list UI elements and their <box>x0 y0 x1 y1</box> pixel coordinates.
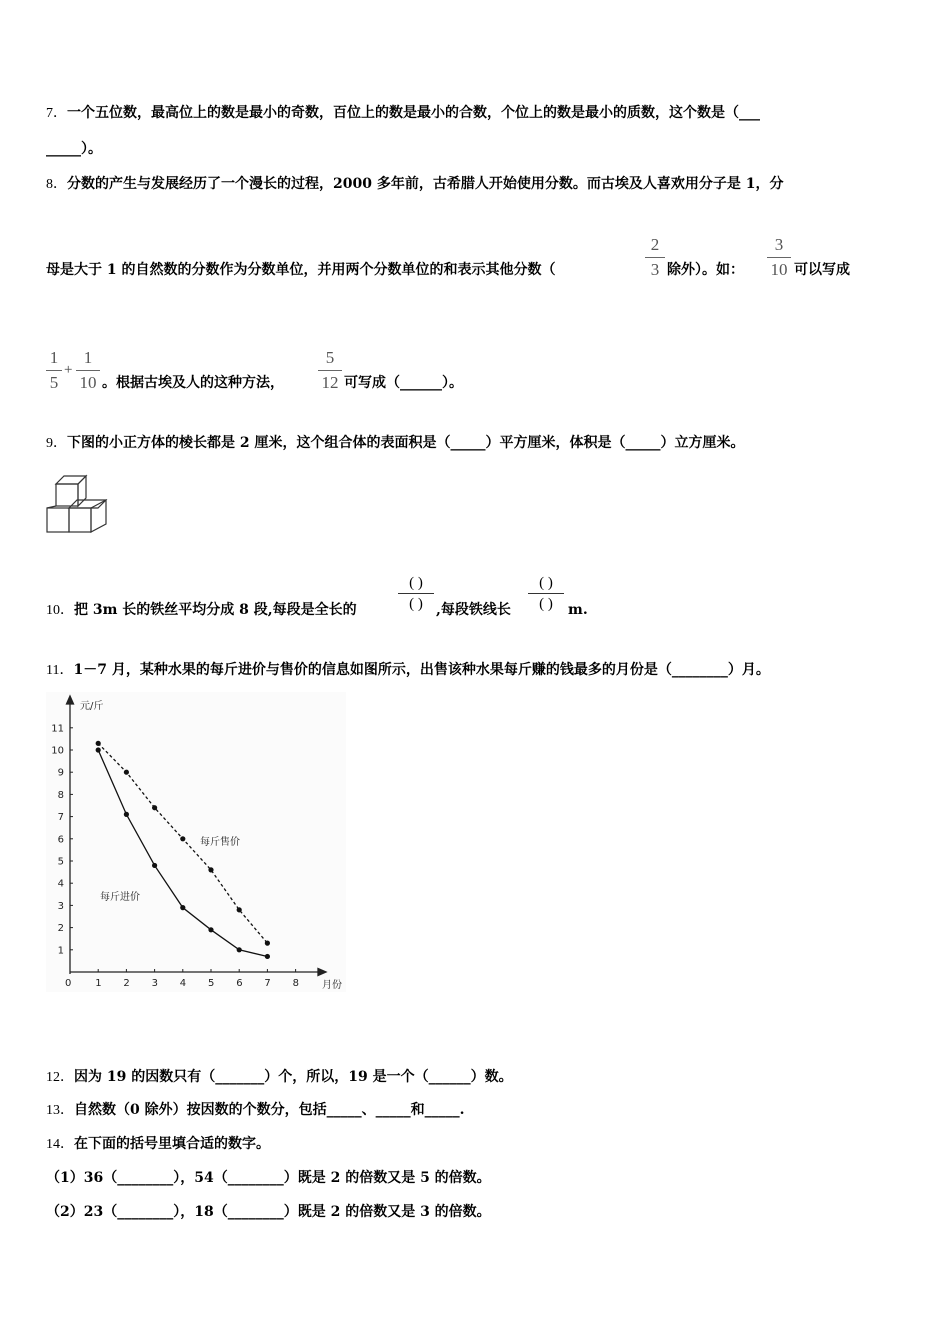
question-8-line-2b: 除外）。如： <box>667 262 744 278</box>
question-14-item-2: （2）23（________），18（________）既是 2 的倍数又是 3 的倍数。 <box>46 1204 491 1220</box>
cube-figure <box>46 472 110 536</box>
x-axis-label: 月份 <box>322 980 342 991</box>
question-10-text-b: ,每段铁线长 <box>436 602 511 618</box>
question-10-number: 10． <box>46 603 74 618</box>
x-tick-label: 1 <box>95 978 102 989</box>
y-tick-label: 4 <box>57 878 64 890</box>
question-7-line-1 <box>46 104 760 123</box>
y-tick-label: 7 <box>57 812 64 824</box>
blank-numerator: ( ) <box>539 575 553 591</box>
question-12-line <box>46 1068 513 1087</box>
question-8-number: 8． <box>46 177 67 192</box>
y-tick-label: 10 <box>51 745 64 757</box>
cost-price-point <box>96 747 101 752</box>
question-11-text: 1－7 月，某种水果的每斤进价与售价的信息如图所示，出售该种水果每斤赚的钱最多的月份是（________）月。 <box>73 662 770 678</box>
question-11-number: 11． <box>46 663 74 678</box>
question-14-number: 14． <box>46 1137 74 1152</box>
origin-label: 0 <box>65 978 72 989</box>
question-13-line <box>46 1101 465 1120</box>
x-tick-label: 5 <box>208 978 215 989</box>
question-8-text: 分数的产生与发展经历了一个漫长的过程，2000 多年前，古希腊人开始使用分数。而古埃及人喜欢用分子是 1，分 <box>67 176 784 192</box>
cost-price-point <box>208 927 213 932</box>
question-13-text: 自然数（0 除外）按因数的个数分，包括_____、_____和_____. <box>74 1102 465 1118</box>
fraction-one-fifth: 1 5 <box>46 348 62 393</box>
question-8-line-3b: 可写成（______）。 <box>344 375 463 391</box>
question-8-line-2a: 母是大于 1 的自然数的分数作为分数单位，并用两个分数单位的和表示其他分数（ <box>46 262 556 278</box>
cost-price-point <box>265 954 270 959</box>
question-9-line <box>46 434 745 453</box>
sell-price-point <box>237 907 242 912</box>
question-14-item-1: （1）36（________），54（________）既是 2 的倍数又是 5 的倍数。 <box>46 1170 491 1186</box>
y-tick-label: 1 <box>57 945 64 957</box>
y-tick-label: 9 <box>57 767 64 779</box>
question-14-text: 在下面的括号里填合适的数字。 <box>74 1136 270 1152</box>
sell-price-point <box>96 741 101 746</box>
series-label-cost: 每斤进价 <box>100 892 140 903</box>
question-7-text: 一个五位数，最高位上的数是最小的奇数，百位上的数是最小的合数，个位上的数是最小的质数，这个数是（___ <box>67 105 760 121</box>
x-tick-label: 6 <box>236 978 243 989</box>
blank-numerator: ( ) <box>409 575 423 591</box>
question-9-number: 9． <box>46 436 67 451</box>
sell-price-point <box>124 770 129 775</box>
x-tick-label: 8 <box>292 978 299 989</box>
x-tick-label: 2 <box>123 978 130 989</box>
blank-fraction-of-whole[interactable] <box>398 575 434 612</box>
question-10-text-c: m. <box>568 602 588 618</box>
question-10-text-a <box>46 601 357 620</box>
blank-denominator: ( ) <box>409 596 423 612</box>
cost-price-point <box>124 812 129 817</box>
fraction-one-tenth: 1 10 <box>76 348 100 393</box>
sell-price-point <box>265 941 270 946</box>
blank-fraction-length[interactable] <box>528 575 564 612</box>
sell-price-point <box>180 836 185 841</box>
x-tick-label: 3 <box>151 978 158 989</box>
question-11-line <box>46 661 770 680</box>
x-tick-label: 7 <box>264 978 271 989</box>
sell-price-point <box>152 805 157 810</box>
question-12-text: 因为 19 的因数只有（_______）个，所以，19 是一个（______）数。 <box>74 1069 513 1085</box>
fraction-five-twelfths: 5 12 <box>318 348 342 393</box>
cost-price-point <box>180 905 185 910</box>
y-axis-label: 元/斤 <box>80 701 104 712</box>
sell-price-point <box>208 867 213 872</box>
question-8-line-2c: 可以写成 <box>794 262 850 278</box>
question-14-line <box>46 1135 270 1154</box>
y-tick-label: 8 <box>57 789 64 801</box>
price-line-chart <box>46 692 346 992</box>
question-12-number: 12． <box>46 1070 74 1085</box>
question-7-line-2: _____）。 <box>46 141 102 157</box>
x-tick-label: 4 <box>179 978 187 989</box>
plus-sign: + <box>64 362 73 378</box>
fraction-three-tenths: 3 10 <box>767 235 791 280</box>
y-tick-label: 2 <box>57 923 64 935</box>
series-label-sell: 每斤售价 <box>200 837 240 848</box>
y-tick-label: 5 <box>57 856 64 868</box>
y-tick-label: 11 <box>51 723 64 735</box>
question-10-text: 把 3m 长的铁丝平均分成 8 段,每段是全长的 <box>74 602 357 618</box>
question-8-line-1 <box>46 175 783 194</box>
question-9-text: 下图的小正方体的棱长都是 2 厘米，这个组合体的表面积是（_____）平方厘米，体积是（_____）立方厘米。 <box>67 435 745 451</box>
cost-price-point <box>152 863 157 868</box>
blank-denominator: ( ) <box>539 596 553 612</box>
question-8-line-3a: 。根据古埃及人的这种方法， <box>102 375 284 391</box>
y-tick-label: 3 <box>57 900 64 912</box>
fraction-two-thirds: 2 3 <box>645 235 665 280</box>
cost-price-point <box>237 947 242 952</box>
question-7-number: 7． <box>46 106 67 121</box>
question-13-number: 13． <box>46 1103 74 1118</box>
y-tick-label: 6 <box>57 834 64 846</box>
